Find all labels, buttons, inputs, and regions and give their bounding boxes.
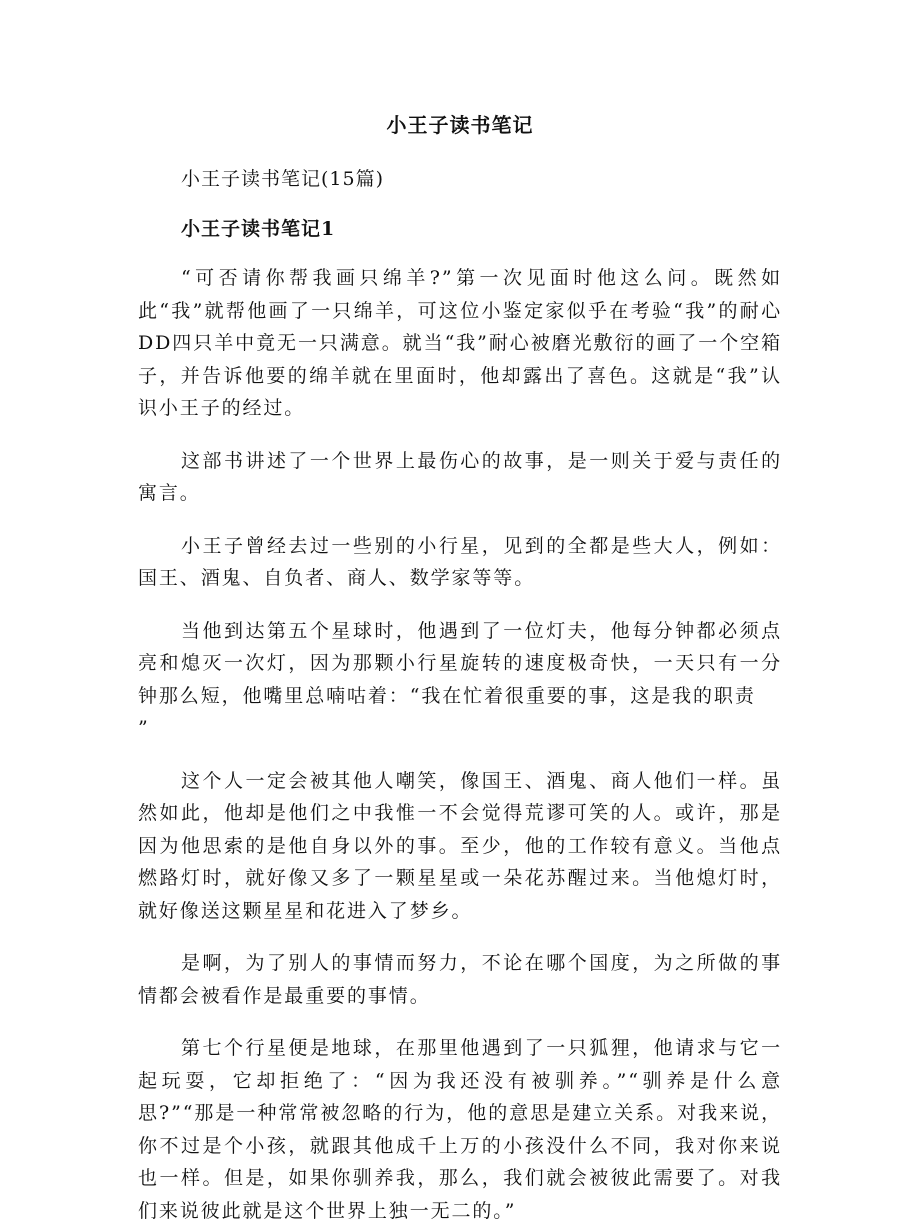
paragraph-7: 第七个行星便是地球，在那里他遇到了一只狐狸，他请求与它一起玩耍，它却拒绝了：“因为我还没有被驯养。”“驯养是什么意思?”“那是一种常常被忽略的行为，他的意思是建立关系。对我来说，你不过是个小孩，就跟其他成千上万的小孩没什么不同，我对你来说也一样。但是，如果你驯养我，那么，我们就会被彼此需要了。对我们来说彼此就是这个世界上独一无二的。” <box>138 1037 782 1222</box>
section-heading: 小王子读书笔记1 <box>181 218 336 240</box>
paragraph-4: 当他到达第五个星球时，他遇到了一位灯夫，他每分钟都必须点亮和熄灭一次灯，因为那颗小行星旋转的速度极奇快，一天只有一分钟那么短，他嘴里总喃咕着：“我在忙着很重要的事，这是我的职责 ” <box>138 619 782 739</box>
paragraph-2: 这部书讲述了一个世界上最伤心的故事，是一则关于爱与责任的寓言。 <box>138 449 782 504</box>
paragraph-1: “可否请你帮我画只绵羊?”第一次见面时他这么问。既然如此“我”就帮他画了一只绵羊，可这位小鉴定家似乎在考验“我”的耐心DD四只羊中竟无一只满意。就当“我”耐心被磨光敷衍的画了一个空箱子，并告诉他要的绵羊就在里面时，他却露出了喜色。这就是“我”认识小王子的经过。 <box>138 267 782 419</box>
document-title: 小王子读书笔记 <box>386 113 534 137</box>
paragraph-5: 这个人一定会被其他人嘲笑，像国王、酒鬼、商人他们一样。虽然如此，他却是他们之中我惟一不会觉得荒谬可笑的人。或许，那是因为他思索的是他自身以外的事。至少，他的工作较有意义。当他点燃路灯时，就好像又多了一颗星星或一朵花苏醒过来。当他熄灯时，就好像送这颗星星和花进入了梦乡。 <box>138 769 782 922</box>
paragraph-3: 小王子曾经去过一些别的小行星，见到的全都是些大人，例如：国王、酒鬼、自负者、商人、数学家等等。 <box>138 534 782 589</box>
document-subtitle: 小王子读书笔记(15篇) <box>181 168 385 190</box>
paragraph-6: 是啊，为了别人的事情而努力，不论在哪个国度，为之所做的事情都会被看作是最重要的事情。 <box>138 952 782 1007</box>
document-page <box>138 0 782 1227</box>
